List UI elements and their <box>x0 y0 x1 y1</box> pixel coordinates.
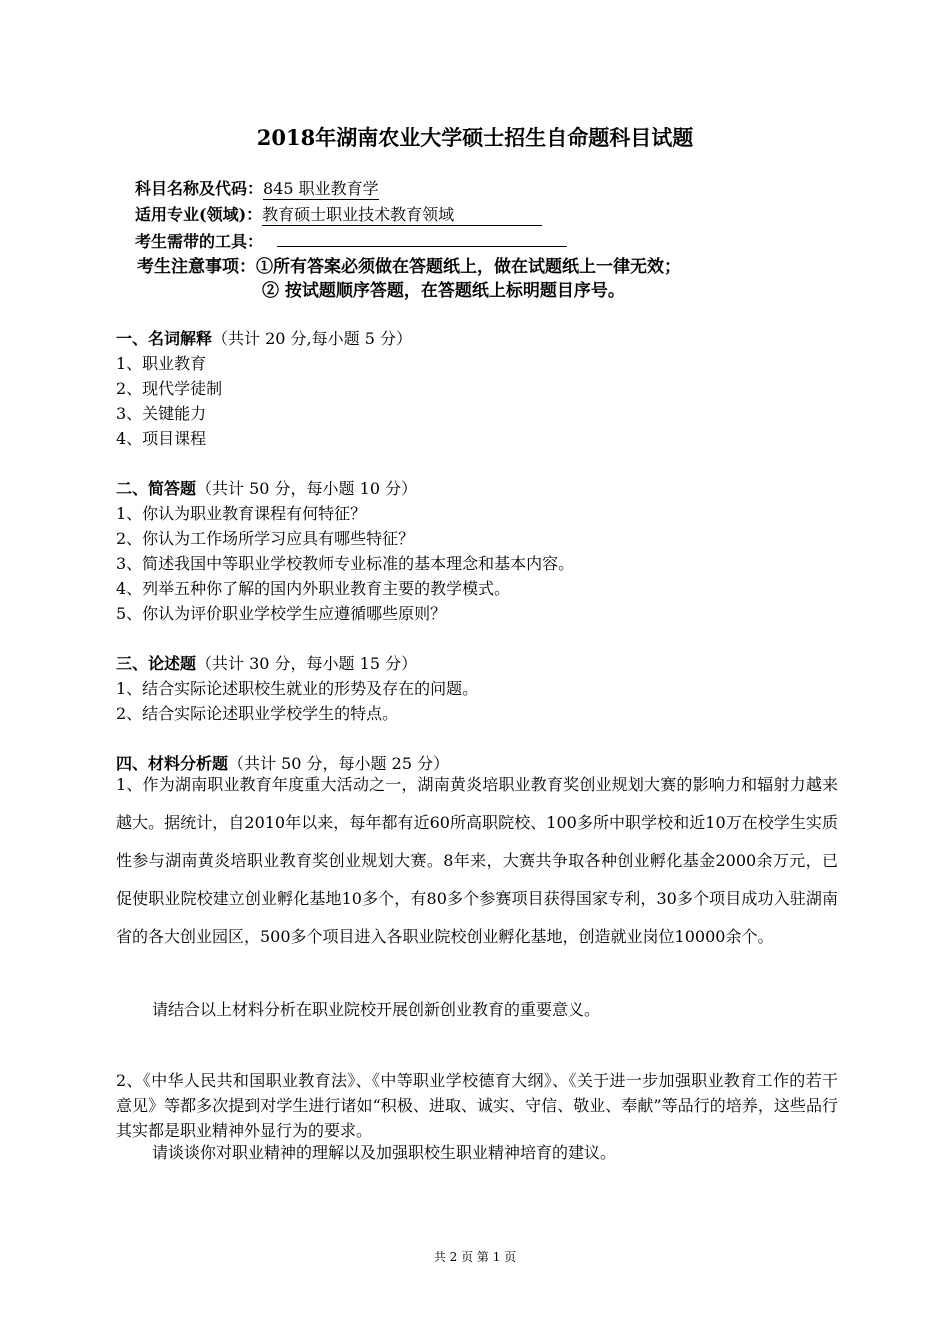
major-label: 适用专业(领域)： <box>135 205 263 224</box>
section4-heading: 四、材料分析题（共计 50 分，每小题 25 分） <box>116 754 450 773</box>
material-q2-text: 2、《中华人民共和国职业教育法》、《中等职业学校德育大纲》、《关于进一步加强职业教育工作的若干意见》等都多次提到对学生进行诸如“积极、进取、诚实、守信、敬业、奉献”等品行的培养，这些品行其实都是职业精神外显行为的要求。 <box>116 1071 838 1140</box>
material-q1-prompt: 请结合以上材料分析在职业院校开展创新创业教育的重要意义。 <box>152 1000 601 1019</box>
major-value: 教育硕士职业技术教育领域 <box>262 202 542 226</box>
list-item: 1、职业教育 <box>116 354 207 373</box>
list-item: 4、项目课程 <box>116 429 207 448</box>
list-item: 2、现代学徒制 <box>116 379 223 398</box>
section2-heading: 二、简答题（共计 50 分，每小题 10 分） <box>116 479 418 498</box>
list-item: 1、结合实际论述职校生就业的形势及存在的问题。 <box>116 679 479 698</box>
material-q2-prompt: 请谈谈你对职业精神的理解以及加强职校生职业精神培育的建议。 <box>152 1143 617 1162</box>
subject-value: 845 职业教育学 <box>263 176 379 200</box>
section3-heading: 三、论述题（共计 30 分，每小题 15 分） <box>116 654 418 673</box>
list-item: 2、结合实际论述职业学校学生的特点。 <box>116 704 399 723</box>
page-footer: 共 2 页 第 1 页 <box>433 1250 517 1264</box>
list-item: 4、列举五种你了解的国内外职业教育主要的教学模式。 <box>116 579 511 598</box>
list-item: 5、你认为评价职业学校学生应遵循哪些原则？ <box>116 604 447 623</box>
subject-row <box>135 176 379 200</box>
major-row <box>135 202 542 226</box>
notice-1: ①所有答案必须做在答题纸上，做在试题纸上一律无效； <box>256 257 681 277</box>
list-item: 1、你认为职业教育课程有何特征？ <box>116 504 367 523</box>
notice-2: ② 按试题顺序答题，在答题纸上标明题目序号。 <box>262 281 625 301</box>
section1-heading: 一、名词解释（共计 20 分,每小题 5 分） <box>116 329 412 348</box>
tools-label: 考生需带的工具： <box>135 232 264 251</box>
list-item: 3、简述我国中等职业学校教师专业标准的基本理念和基本内容。 <box>116 554 575 573</box>
tools-row <box>135 228 567 252</box>
page-title: 2018年湖南农业大学硕士招生自命题科目试题 <box>256 125 694 150</box>
material-q1-text: 1、作为湖南职业教育年度重大活动之一，湖南黄炎培职业教育奖创业规划大赛的影响力和辐射力越来越大。据统计，自2010年以来，每年都有近60所高职院校、100多所中职学校和近10万在校学生实质性参与湖南黄炎培职业教育奖创业规划大赛。8年来，大赛共争取各种创业孵化基金2000余万元，已促使职业院校建立创业孵化基地10多个，有80多个参赛项目获得国家专利，30多个项目成功入驻湖南省的各大创业园区，500多个项目进入各职业院校创业孵化基地，创造就业岗位10000余个。 <box>116 775 838 946</box>
subject-label: 科目名称及代码： <box>135 179 264 198</box>
notice-row <box>137 252 681 277</box>
list-item: 3、关键能力 <box>116 404 207 423</box>
notice-label: 考生注意事项： <box>137 257 256 277</box>
tools-value <box>277 228 567 247</box>
list-item: 2、你认为工作场所学习应具有哪些特征？ <box>116 529 415 548</box>
